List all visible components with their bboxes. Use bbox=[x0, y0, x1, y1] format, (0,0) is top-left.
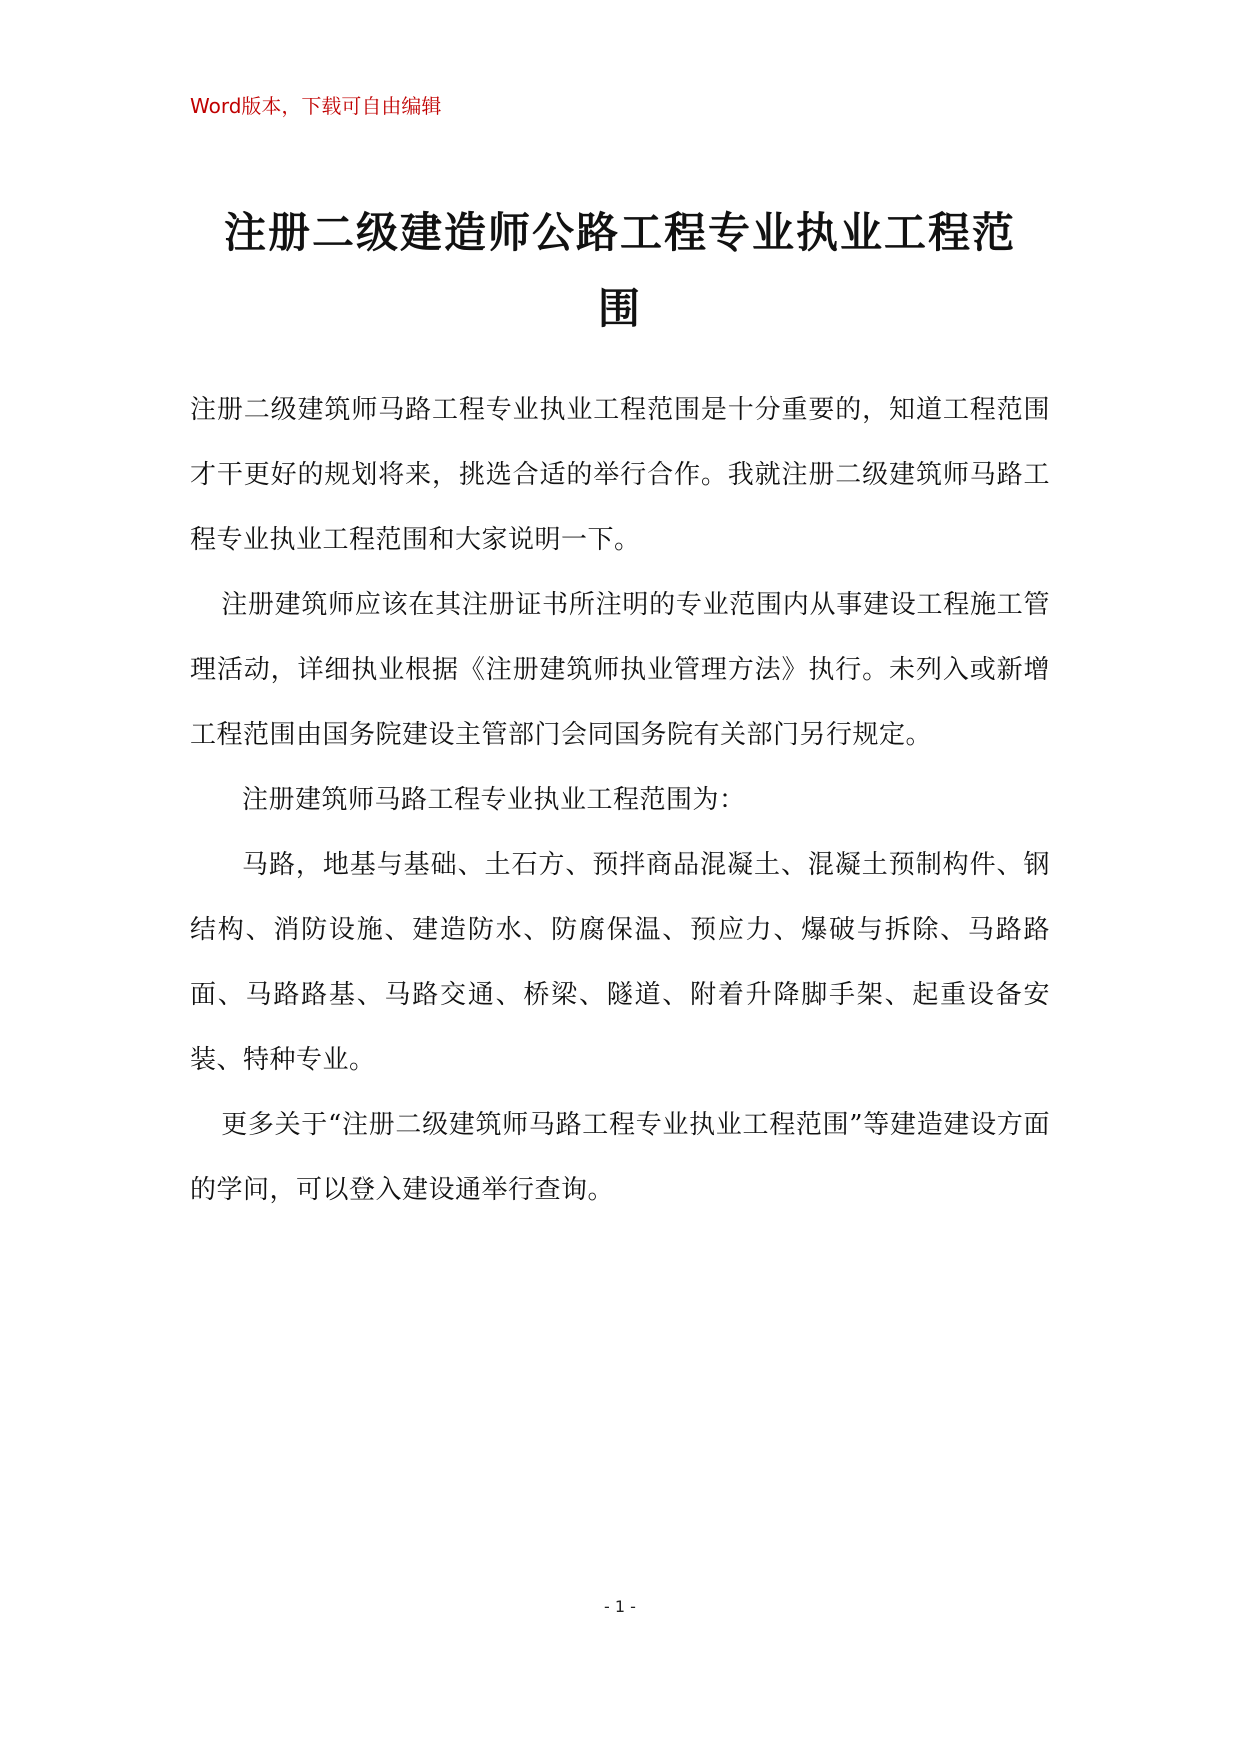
paragraph-scope-heading: 注册建筑师马路工程专业执业工程范围为： bbox=[242, 785, 746, 815]
document-title-line-1: 注册二级建造师公路工程专业执业工程范 bbox=[223, 208, 1016, 257]
paragraph-more-info: 更多关于“注册二级建筑师马路工程专业执业工程范围”等建造建设方面的学问，可以登入建设通举行查询。 bbox=[190, 1110, 1050, 1205]
document-title bbox=[190, 195, 1050, 347]
download-note: Word版本，下载可自由编辑 bbox=[190, 94, 442, 118]
document-body bbox=[190, 378, 1050, 1223]
paragraph-intro: 注册二级建筑师马路工程专业执业工程范围是十分重要的，知道工程范围才干更好的规划将来，挑选合适的举行合作。我就注册二级建筑师马路工程专业执业工程范围和大家说明一下。 bbox=[190, 395, 1050, 555]
paragraph-practice-scope: 注册建筑师应该在其注册证书所注明的专业范围内从事建设工程施工管理活动，详细执业根据《注册建筑师执业管理方法》执行。未列入或新增工程范围由国务院建设主管部门会同国务院有关部门另行规定。 bbox=[190, 590, 1050, 750]
document-title-line-2: 围 bbox=[597, 284, 642, 333]
paragraph-scope-list: 马路，地基与基础、土石方、预拌商品混凝土、混凝土预制构件、钢结构、消防设施、建造防水、防腐保温、预应力、爆破与拆除、马路路面、马路路基、马路交通、桥梁、隧道、附着升降脚手架、起重设备安装、特种专业。 bbox=[190, 850, 1050, 1075]
page-number: - 1 - bbox=[604, 1597, 636, 1616]
